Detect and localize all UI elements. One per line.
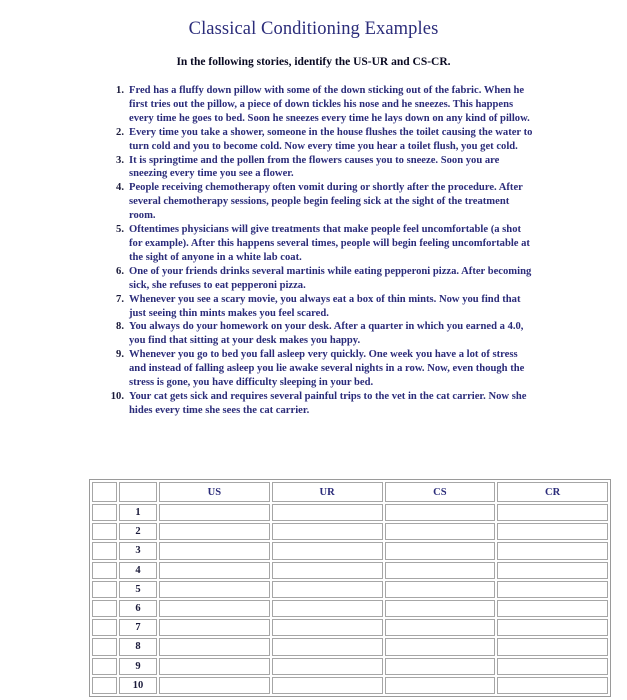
- table-row: [92, 523, 608, 540]
- story-text: One of your friends drinks several martinis while eating pepperoni pizza. After becoming sick, she refuses to eat pepperoni pizza.: [129, 265, 532, 291]
- row-number: 9: [119, 658, 157, 675]
- story-text: Whenever you go to bed you fall asleep very quickly. One week you have a lot of stress and instead of falling asleep you lie awake several nights in a row. Now, even though the stress is gone, you have difficulty sleeping in your bed.: [129, 349, 525, 389]
- instructions: In the following stories, identify the US-UR and CS-CR.: [176, 56, 451, 68]
- table-row: [92, 504, 608, 521]
- row-number: 10: [119, 677, 157, 694]
- story-list: [104, 84, 536, 418]
- answer-cell-ur[interactable]: [272, 562, 383, 579]
- blank-cell: [92, 658, 117, 675]
- row-number: 4: [119, 562, 157, 579]
- answer-cell-us[interactable]: [159, 638, 270, 655]
- story-item: [104, 181, 536, 223]
- story-item: [104, 126, 536, 154]
- answer-cell-us[interactable]: [159, 542, 270, 559]
- answer-cell-cr[interactable]: [497, 677, 608, 694]
- answer-cell-cs[interactable]: [385, 658, 496, 675]
- answer-cell-cr[interactable]: [497, 523, 608, 540]
- blank-cell: [92, 542, 117, 559]
- answer-cell-ur[interactable]: [272, 658, 383, 675]
- answer-cell-cr[interactable]: [497, 504, 608, 521]
- story-number: 7.: [116, 293, 124, 305]
- story-number: 3.: [116, 154, 124, 166]
- row-number: 7: [119, 619, 157, 636]
- table-row: [92, 619, 608, 636]
- story-item: [104, 84, 536, 126]
- page-title: Classical Conditioning Examples: [188, 19, 439, 39]
- answer-cell-cr[interactable]: [497, 581, 608, 598]
- story-text: Your cat gets sick and requires several painful trips to the vet in the cat carrier. Now she hides every time she sees the cat carrier.: [129, 390, 527, 416]
- story-item: [104, 293, 536, 321]
- answer-cell-us[interactable]: [159, 600, 270, 617]
- answer-cell-cs[interactable]: [385, 619, 496, 636]
- answer-cell-cs[interactable]: [385, 542, 496, 559]
- answer-cell-us[interactable]: [159, 581, 270, 598]
- answer-cell-us[interactable]: [159, 619, 270, 636]
- row-number: 2: [119, 523, 157, 540]
- story-text: Whenever you see a scary movie, you always eat a box of thin mints. Now you find that just seeing thin mints makes you feel scared.: [129, 293, 521, 319]
- column-header-cr: CR: [497, 482, 608, 502]
- column-header-us: US: [159, 482, 270, 502]
- answer-cell-us[interactable]: [159, 677, 270, 694]
- blank-cell: [92, 562, 117, 579]
- answer-cell-cs[interactable]: [385, 677, 496, 694]
- row-number: 8: [119, 638, 157, 655]
- answer-table: [89, 479, 611, 697]
- answer-cell-cr[interactable]: [497, 600, 608, 617]
- story-item: [104, 154, 536, 182]
- story-number: 4.: [116, 182, 124, 194]
- row-number: 5: [119, 581, 157, 598]
- answer-cell-ur[interactable]: [272, 600, 383, 617]
- story-number: 5.: [116, 224, 124, 236]
- story-number: 2.: [116, 126, 124, 138]
- story-text: You always do your homework on your desk. After a quarter in which you earned a 4.0, you find that sitting at your desk makes you happy.: [129, 321, 524, 347]
- column-header-ur: UR: [272, 482, 383, 502]
- row-number: 3: [119, 542, 157, 559]
- table-row: [92, 600, 608, 617]
- answer-cell-ur[interactable]: [272, 542, 383, 559]
- blank-cell: [92, 504, 117, 521]
- answer-cell-us[interactable]: [159, 658, 270, 675]
- blank-header-cell: [92, 482, 117, 502]
- story-text: It is springtime and the pollen from the flowers causes you to sneeze. Soon you are sneezing every time you see a flower.: [129, 154, 500, 180]
- story-number: 6.: [116, 265, 124, 277]
- story-item: [104, 320, 536, 348]
- blank-cell: [92, 581, 117, 598]
- blank-cell: [92, 523, 117, 540]
- table-header-row: [92, 482, 608, 502]
- answer-cell-cs[interactable]: [385, 504, 496, 521]
- answer-cell-ur[interactable]: [272, 677, 383, 694]
- blank-cell: [92, 619, 117, 636]
- answer-cell-cr[interactable]: [497, 619, 608, 636]
- row-number: 6: [119, 600, 157, 617]
- answer-cell-cr[interactable]: [497, 542, 608, 559]
- answer-cell-us[interactable]: [159, 504, 270, 521]
- story-text: Oftentimes physicians will give treatments that make people feel uncomfortable (a shot for example). After this happens several times, people will begin feeling uncomfortable at the sight of anyone in a white lab coat.: [129, 224, 530, 263]
- answer-cell-cs[interactable]: [385, 600, 496, 617]
- answer-cell-cr[interactable]: [497, 658, 608, 675]
- story-item: [104, 390, 536, 418]
- answer-cell-ur[interactable]: [272, 523, 383, 540]
- table-row: [92, 562, 608, 579]
- story-number: 8.: [116, 321, 124, 333]
- story-item: [104, 348, 536, 390]
- answer-cell-cs[interactable]: [385, 581, 496, 598]
- story-number: 9.: [116, 349, 124, 361]
- answer-cell-ur[interactable]: [272, 504, 383, 521]
- table-row: [92, 581, 608, 598]
- story-number: 10.: [110, 390, 124, 402]
- story-text: Every time you take a shower, someone in the house flushes the toilet causing the water to turn cold and you to become cold. Now every time you hear a toilet flush, you get cold.: [129, 126, 533, 152]
- answer-cell-ur[interactable]: [272, 581, 383, 598]
- story-item: [104, 265, 536, 293]
- table-row: [92, 677, 608, 694]
- story-number: 1.: [116, 85, 124, 96]
- row-number: 1: [119, 504, 157, 521]
- table-row: [92, 638, 608, 655]
- blank-cell: [92, 638, 117, 655]
- answer-cell-cs[interactable]: [385, 562, 496, 579]
- story-text: People receiving chemotherapy often vomit during or shortly after the procedure. After several chemotherapy sessions, people begin feeling sick at the sight of the treatment room.: [129, 182, 523, 222]
- story-text: Fred has a fluffy down pillow with some of the down sticking out of the fabric. When he first tries out the pillow, a piece of down tickles his nose and he sneezes. This happens every time he goes to bed. Soon he sneezes every time he lays down on any kind of pillow.: [129, 85, 530, 124]
- blank-cell: [92, 600, 117, 617]
- answer-cell-us[interactable]: [159, 562, 270, 579]
- answer-cell-us[interactable]: [159, 523, 270, 540]
- answer-cell-cs[interactable]: [385, 638, 496, 655]
- table-row: [92, 542, 608, 559]
- story-item: [104, 223, 536, 265]
- table-row: [92, 658, 608, 675]
- answer-cell-ur[interactable]: [272, 619, 383, 636]
- column-header-cs: CS: [385, 482, 496, 502]
- blank-cell: [92, 677, 117, 694]
- answer-cell-cr[interactable]: [497, 638, 608, 655]
- blank-header-cell: [119, 482, 157, 502]
- answer-cell-cs[interactable]: [385, 523, 496, 540]
- answer-cell-ur[interactable]: [272, 638, 383, 655]
- answer-cell-cr[interactable]: [497, 562, 608, 579]
